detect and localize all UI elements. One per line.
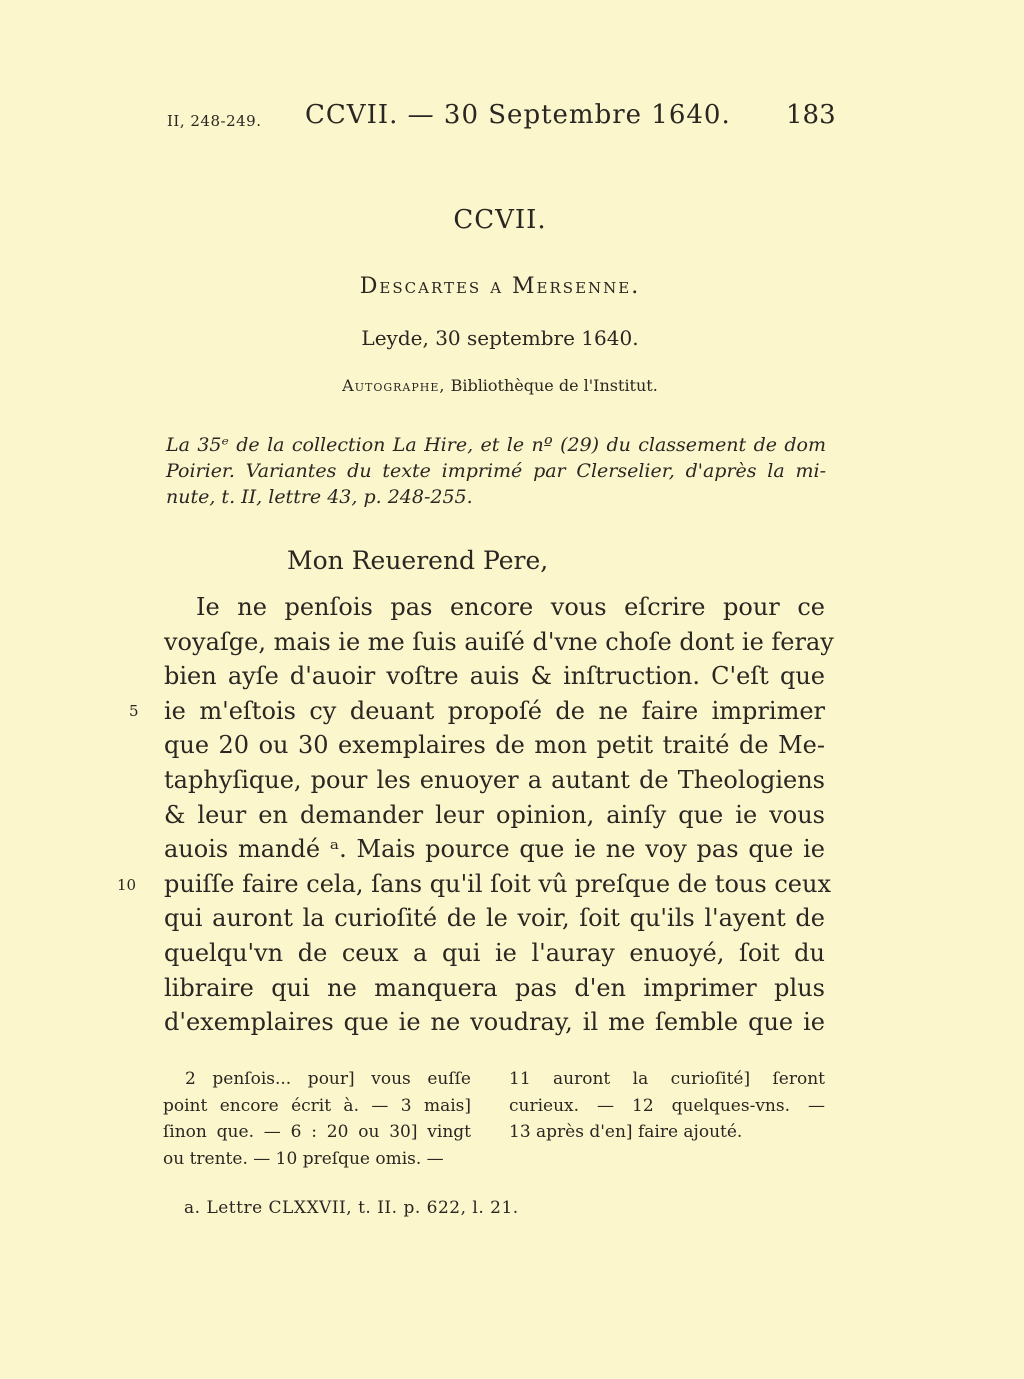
- variants-left-column: [163, 1066, 471, 1172]
- header-volume-reference: II, 248-249.: [167, 112, 262, 130]
- body-line: que 20 ou 30 exemplaires de mon petit traité de Me-: [164, 731, 825, 760]
- line-number-5: 5: [129, 702, 139, 720]
- body-line: bien ayſe d'auoir voſtre auis & inſtruction. C'eſt que: [164, 662, 825, 691]
- header-title: CCVII. — 30 Septembre 1640.: [305, 100, 731, 130]
- letter-parties: Descartes a Mersenne.: [359, 274, 641, 299]
- footnote: a. Lettre CLXXVII, t. II. p. 622, l. 21.: [184, 1198, 519, 1218]
- body-line: & leur en demander leur opinion, ainſy que ie vous: [164, 800, 825, 829]
- source-note-line: nute, t. II, lettre 43, p. 248-255.: [166, 486, 473, 508]
- page-number: 183: [786, 100, 836, 130]
- body-line: ie m'eſtois cy deuant propoſé de ne faire imprimer: [164, 696, 825, 725]
- body-line: voyaſge, mais ie me ſuis auiſé d'vne choſe dont ie feray: [164, 627, 834, 656]
- variant-line: 2 penſois... pour] vous euſſe: [185, 1069, 471, 1089]
- body-line: puiſſe faire cela, ſans qu'il ſoit vû preſque de tous ceux: [164, 869, 831, 898]
- source-note-line: Poirier. Variantes du texte imprimé par Clerselier, d'après la mi-: [166, 460, 826, 482]
- line-number-10: 10: [117, 876, 137, 894]
- variant-line: ou trente. — 10 preſque omis. —: [163, 1148, 444, 1169]
- variants-right-column: [509, 1066, 825, 1146]
- letter-place-date: Leyde, 30 septembre 1640.: [361, 326, 639, 350]
- body-line: qui auront la curioſité de le voir, ſoit qu'ils l'ayent de: [164, 904, 825, 933]
- body-line: libraire qui ne manquera pas d'en imprimer plus: [164, 973, 825, 1002]
- source-location: Bibliothèque de l'Institut.: [445, 376, 658, 395]
- source-note: [166, 432, 826, 510]
- variant-line: ſinon que. — 6 : 20 ou 30] vingt: [163, 1122, 471, 1142]
- variant-line: curieux. — 12 quelques-vns. —: [509, 1095, 825, 1116]
- body-line: Ie ne penſois pas encore vous eſcrire pour ce: [196, 593, 825, 621]
- body-line: d'exemplaires que ie ne voudray, il me ſemble que ie: [164, 1008, 825, 1037]
- letter-number: CCVII.: [453, 205, 547, 235]
- body-line: taphyſique, pour les enuoyer a autant de Theologiens: [164, 765, 825, 794]
- variant-line: 11 auront la curioſité] ſeront: [509, 1069, 825, 1089]
- letter-body: [164, 590, 834, 1040]
- variant-line: point encore écrit à. — 3 mais]: [163, 1095, 471, 1116]
- salutation: Mon Reuerend Pere,: [287, 546, 549, 575]
- body-line: auois mandé ᵃ. Mais pource que ie ne voy pas que ie: [164, 835, 825, 864]
- letter-source: [0, 376, 1000, 395]
- body-line: quelqu'vn de ceux a qui ie l'auray enuoyé, ſoit du: [164, 938, 825, 967]
- source-label: Autographe,: [342, 376, 446, 395]
- variant-line: 13 après d'en] faire ajouté.: [509, 1122, 743, 1142]
- source-note-line: La 35ᵉ de la collection La Hire, et le nº (29) du classement de dom: [166, 434, 826, 456]
- running-header: [0, 0, 1024, 160]
